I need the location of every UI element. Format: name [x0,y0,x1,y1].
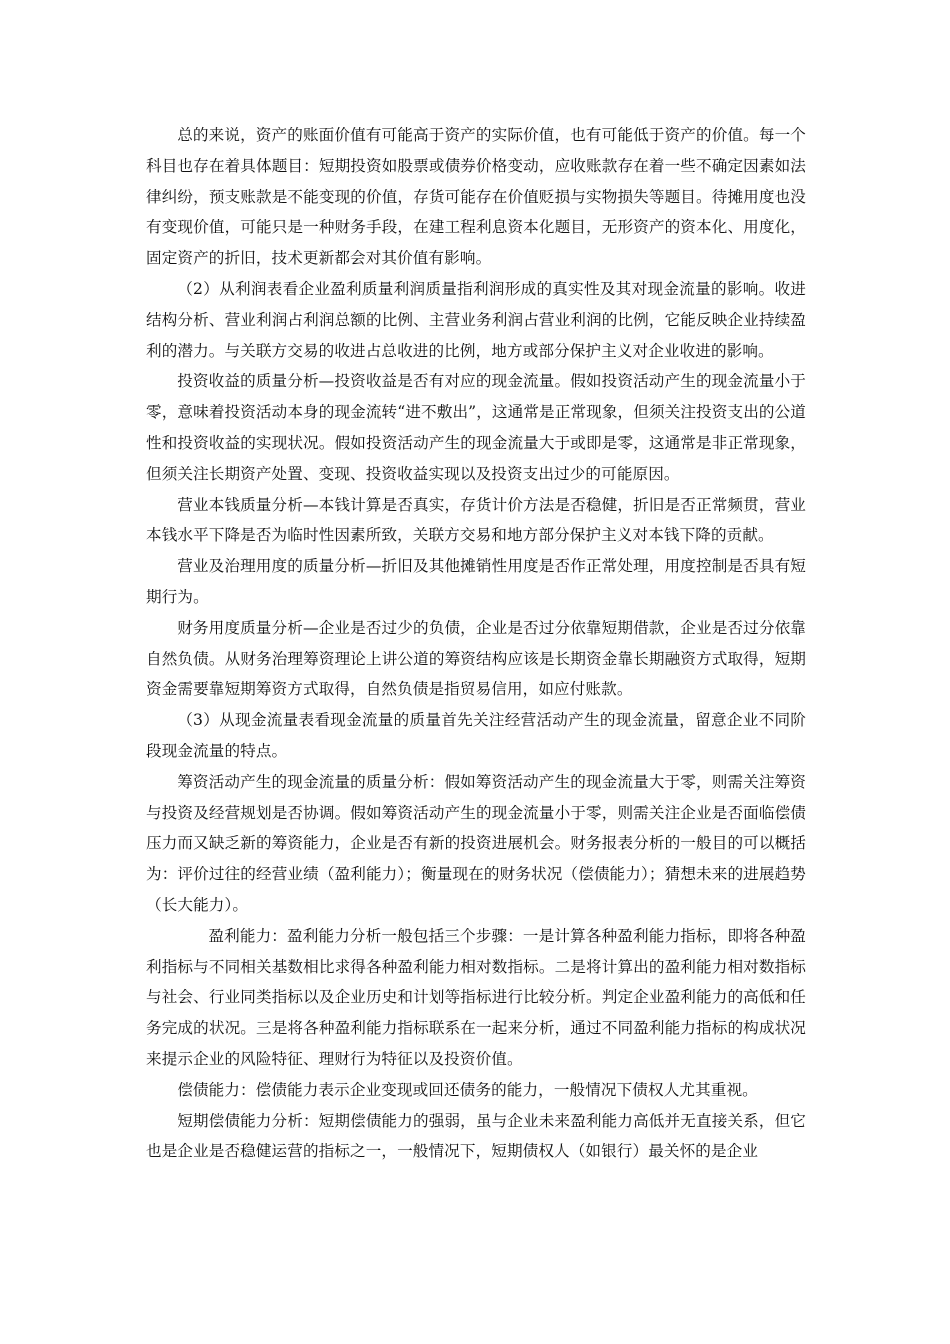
paragraph-financing-cash-flow: 筹资活动产生的现金流量的质量分析：假如筹资活动产生的现金流量大于零，则需关注筹资与投资及经营规划是否协调。假如筹资活动产生的现金流量小于零，则需关注企业是否面临偿债压力而又缺乏新的筹资能力，企业是否有新的投资进展机会。财务报表分析的一般目的可以概括为：评价过往的经营业绩（盈利能力）；衡量现在的财务状况（偿债能力）；猜想未来的进展趋势（长大能力）。 [146,772,806,914]
paragraph-admin-expenses: 营业及治理用度的质量分析—折旧及其他摊销性用度是否作正常处理，用度控制是否具有短期行为。 [146,557,806,606]
paragraph-solvency: 偿债能力：偿债能力表示企业变现或回还债务的能力，一般情况下债权人尤其重视。 [177,1080,758,1099]
paragraph-profitability: 盈利能力：盈利能力分析一般包括三个步骤：一是计算各种盈利能力指标，即将各种盈利指标与不同相关基数相比求得各种盈利能力相对数指标。二是将计算出的盈利能力相对数指标与社会、行业同类指标以及企业历史和计划等指标进行比较分析。判定企业盈利能力的高低和任务完成的状况。三是将各种盈利能力指标联系在一起来分析，通过不同盈利能力指标的构成状况来提示企业的风险特征、理财行为特征以及投资价值。 [146,926,806,1068]
paragraph-operating-cost: 营业本钱质量分析—本钱计算是否真实，存货计价方法是否稳健，折旧是否正常频贯，营业本钱水平下降是否为临时性因素所致，关联方交易和地方部分保护主义对本钱下降的贡献。 [146,495,806,545]
paragraph-cash-flow-statement: （3）从现金流量表看现金流量的质量首先关注经营活动产生的现金流量，留意企业不同阶段现金流量的特点。 [146,711,806,760]
paragraph-financial-expenses: 财务用度质量分析—企业是否过少的负债，企业是否过分依靠短期借款，企业是否过分依靠自然负债。从财务治理筹资理论上讲公道的筹资结构应该是长期资金靠长期融资方式取得，短期资金需要靠短期筹资方式取得，自然负债是指贸易信用，如应付账款。 [146,618,806,699]
paragraph-short-term-solvency: 短期偿债能力分析：短期偿债能力的强弱，虽与企业未来盈利能力高低并无直接关系，但它也是企业是否稳健运营的指标之一，一般情况下，短期债权人（如银行）最关怀的是企业 [146,1111,806,1161]
paragraph-investment-income: 投资收益的质量分析—投资收益是否有对应的现金流量。假如投资活动产生的现金流量小于零，意味着投资活动本身的现金流转“进不敷出”，这通常是正常现象，但须关注投资支出的公道性和投资收益的实现状况。假如投资活动产生的现金流量大于或即是零，这通常是非正常现象，但须关注长期资产处置、变现、投资收益实现以及投资支出过少的可能原因。 [146,372,806,483]
paragraph-income-statement: （2）从利润表看企业盈利质量利润质量指利润形成的真实性及其对现金流量的影响。收进结构分析、营业利润占利润总额的比例、主营业务利润占营业利润的比例，它能反映企业持续盈利的潜力。与关联方交易的收进占总收进的比例，地方或部分保护主义对企业收进的影响。 [146,279,806,360]
paragraph-asset-value: 总的来说，资产的账面价值有可能高于资产的实际价值，也有可能低于资产的价值。每一个科目也存在着具体题目：短期投资如股票或债券价格变动，应收账款存在着一些不确定因素如法律纠纷，预支账款是不能变现的价值，存货可能存在价值贬损与实物损失等题目。待摊用度也没有变现价值，可能只是一种财务手段，在建工程利息资本化题目，无形资产的资本化、用度化，固定资产的折旧，技术更新都会对其价值有影响。 [146,126,806,268]
document-page [146,120,806,1167]
